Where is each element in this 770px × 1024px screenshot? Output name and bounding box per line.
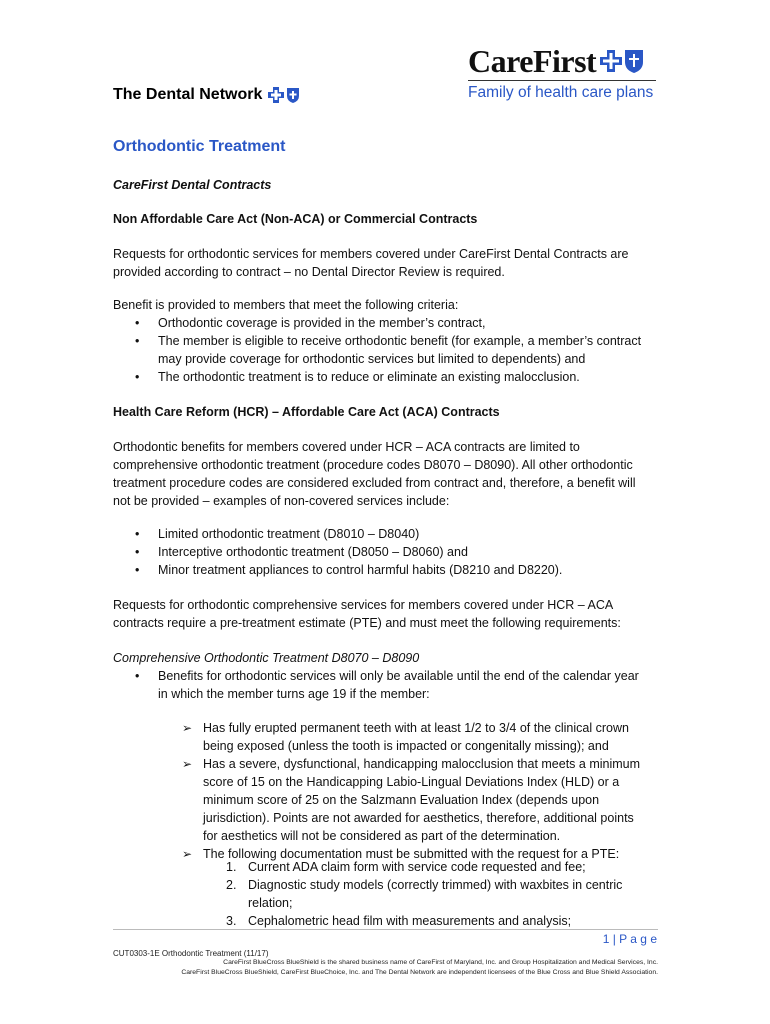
footer-divider [113, 929, 658, 930]
text-line: Diagnostic study models (correctly trimmed) with waxbites in centric [248, 878, 623, 892]
text-line: minimum score of 25 on the Salzmann Evaluation Index (depends upon [203, 793, 600, 807]
logo-divider [468, 80, 656, 81]
text-line: • Orthodontic coverage is provided in the member’s contract, [158, 316, 486, 330]
paragraph-benefit-criteria: Benefit is provided to members that meet the following criteria: [113, 298, 459, 312]
bcbs-logo [268, 87, 300, 104]
text-line: in which the member turns age 19 if the member: [158, 687, 430, 701]
dental-network-logo-text: The Dental Network [113, 86, 263, 103]
dental-network-logo [113, 86, 300, 104]
carefirst-logo [468, 44, 658, 102]
text-line: treatment procedure codes are considered excluded from contract and, therefore, a benefit will [113, 476, 636, 490]
blue-shield-icon [286, 87, 300, 104]
subheading-hcr-aca: Health Care Reform (HCR) – Affordable Care Act (ACA) Contracts [113, 405, 500, 419]
carefirst-tagline: Family of health care plans [468, 84, 654, 101]
text-line: Orthodontic benefits for members covered under HCR – ACA contracts are limited to [113, 440, 580, 454]
list-item [113, 368, 663, 386]
text-line: for aesthetics will not be considered as part of the determination. [203, 829, 561, 843]
blue-shield-icon [624, 49, 644, 74]
blue-cross-icon [600, 49, 622, 73]
list-item [220, 858, 660, 876]
list-item [180, 719, 660, 755]
text-line: score of 15 on the Handicapping Labio-Lingual Deviations Index (HLD) or a [203, 775, 620, 789]
paragraph-hcr-benefits [113, 438, 663, 510]
list-item: • Minor treatment appliances to control harmful habits (D8210 and D8220). [113, 561, 663, 579]
non-covered-list [113, 525, 663, 579]
text-line: • Benefits for orthodontic services will only be available until the end of the calendar year [158, 669, 639, 683]
list-number: 2. [226, 878, 237, 892]
text-line: jurisdiction). Points are not awarded for aesthetics, therefore, additional points [203, 811, 634, 825]
carefirst-logo-text: CareFirst [468, 43, 597, 79]
text-line: • The member is eligible to receive orthodontic benefit (for example, a member’s contract [158, 334, 642, 348]
text-line: may provide coverage for orthodontic services but limited to dependents) and [158, 352, 586, 366]
text-line: Current ADA claim form with service code requested and fee; [248, 860, 586, 874]
list-number: 3. [226, 914, 237, 928]
subheading-non-aca: Non Affordable Care Act (Non-ACA) or Commercial Contracts [113, 212, 478, 226]
legal-notice-line: CareFirst BlueCross BlueShield, CareFirst BlueChoice, Inc. and The Dental Network are independent licensees of the Blue Cross and Blue Shield Association. [181, 969, 658, 976]
documentation-list [220, 858, 660, 930]
list-item [113, 314, 663, 332]
text-line: ➢ Has fully erupted permanent teeth with at least 1/2 to 3/4 of the clinical crown [203, 721, 629, 735]
list-item [113, 332, 663, 368]
list-item [220, 876, 660, 912]
list-item: • Interceptive orthodontic treatment (D8050 – D8060) and [113, 543, 663, 561]
list-item: • Limited orthodontic treatment (D8010 – D8040) [113, 525, 663, 543]
comprehensive-list [113, 667, 663, 703]
text-line: Requests for orthodontic services for members covered under CareFirst Dental Contracts are [113, 247, 629, 261]
text-line: Requests for orthodontic comprehensive services for members covered under HCR – ACA [113, 598, 614, 612]
carefirst-bcbs-marks [600, 49, 644, 74]
list-item [220, 912, 660, 930]
section-heading-carefirst-dental: CareFirst Dental Contracts [113, 178, 272, 192]
text-line: ➢ Has a severe, dysfunctional, handicapping malocclusion that meets a minimum [203, 757, 641, 771]
text-line: being exposed (unless the tooth is impacted or congenitally missing); and [203, 739, 609, 753]
text-line: comprehensive orthodontic treatment (procedure codes D8070 – D8090). All other orthodontic [113, 458, 633, 472]
list-item [113, 667, 663, 703]
criteria-list [113, 314, 663, 386]
text-line: relation; [248, 896, 293, 910]
text-line: ➢ The following documentation must be submitted with the request for a PTE: [203, 847, 620, 861]
list-number: 1. [226, 860, 237, 874]
text-line: • The orthodontic treatment is to reduce or eliminate an existing malocclusion. [158, 370, 580, 384]
text-line: provided according to contract – no Dental Director Review is required. [113, 265, 505, 279]
text-line: contracts require a pre-treatment estimate (PTE) and must meet the following requirements: [113, 616, 621, 630]
paragraph-non-aca-requests [113, 245, 663, 281]
subheading-comprehensive: Comprehensive Orthodontic Treatment D8070 – D8090 [113, 651, 420, 665]
blue-cross-icon [268, 87, 284, 103]
text-line: Cephalometric head film with measurements and analysis; [248, 914, 572, 928]
legal-notice-line: CareFirst BlueCross BlueShield is the shared business name of CareFirst of Maryland, Inc. and Group Hospitalization and Medical Services, Inc. [223, 959, 658, 966]
page-number: 1 | P a g e [602, 932, 657, 946]
document-code: CUT0303-1E Orthodontic Treatment (11/17) [113, 949, 269, 958]
list-item [180, 755, 660, 845]
eligibility-arrow-list [180, 719, 660, 863]
text-line: not be provided – examples of non-covered services include: [113, 494, 450, 508]
paragraph-pte-requirements [113, 596, 663, 632]
page-title: Orthodontic Treatment [113, 138, 286, 155]
